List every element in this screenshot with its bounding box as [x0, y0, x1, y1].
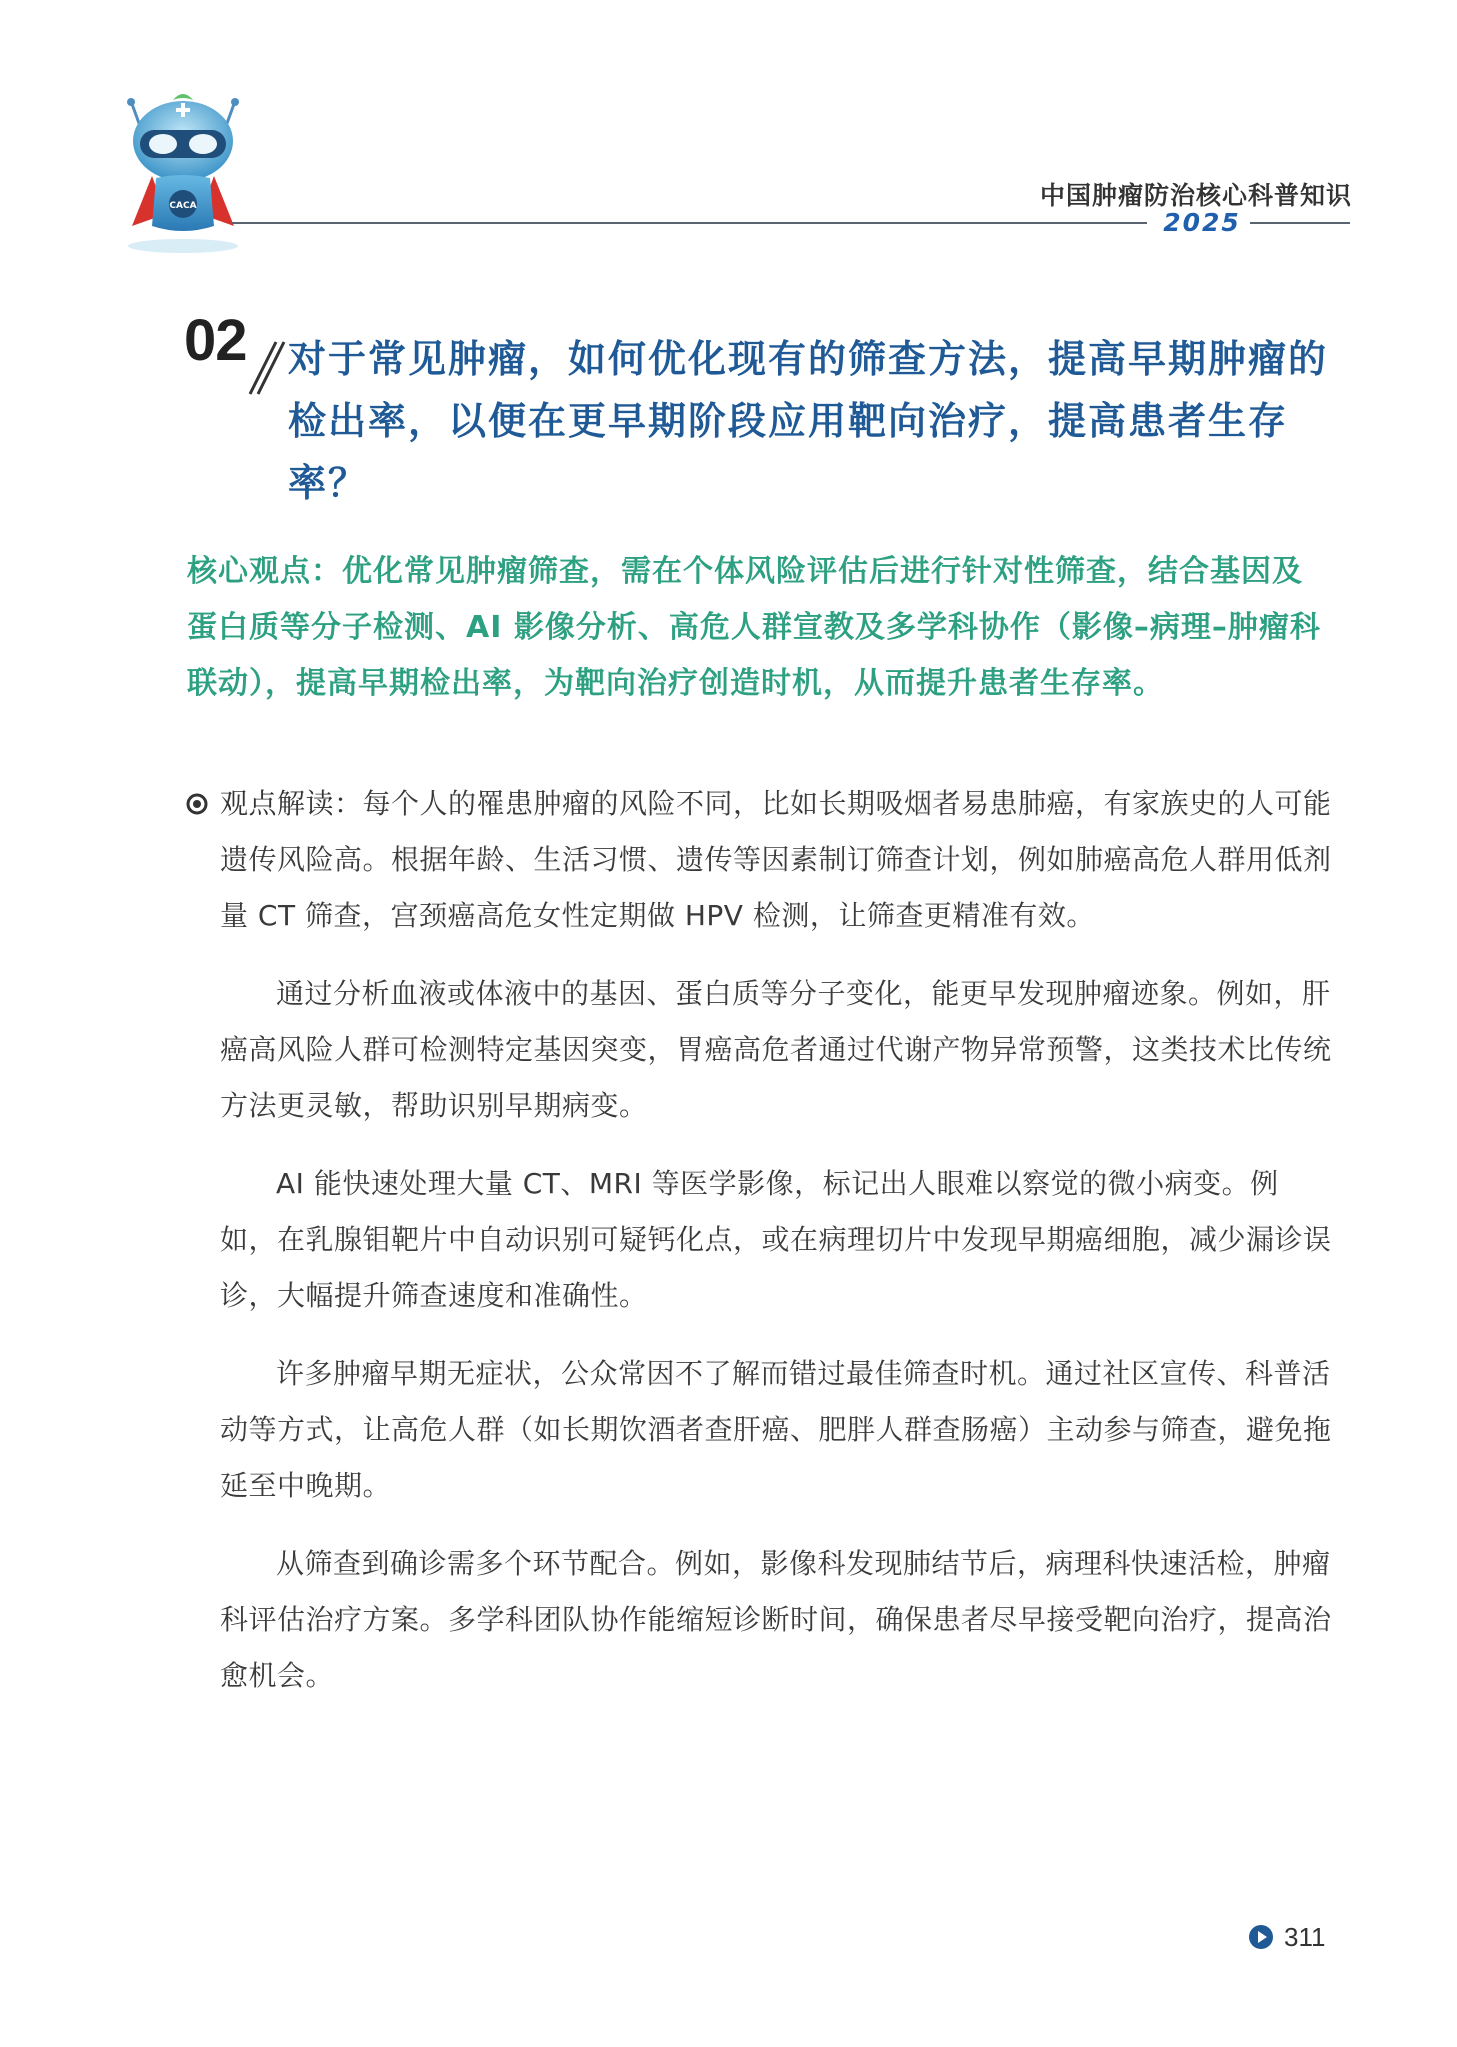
- circle-bullet-icon: [186, 793, 208, 815]
- page-number: 311: [1284, 1921, 1326, 1952]
- robot-mascot-icon: [118, 86, 248, 254]
- core-viewpoint: 核心观点：优化常见肿瘤筛查，需在个体风险评估后进行针对性筛查，结合基因及蛋白质等分子检测、AI 影像分析、高危人群宣教及多学科协作（影像–病理–肿瘤科联动），提高早期检出率，为靶向治疗创造时机，从而提升患者生存率。: [187, 554, 1321, 701]
- book-title: 中国肿瘤防治核心科普知识: [1039, 181, 1352, 210]
- interpretation-paragraph: 通过分析血液或体液中的基因、蛋白质等分子变化，能更早发现肿瘤迹象。例如，肝癌高风险人群可检测特定基因突变，胃癌高危者通过代谢产物异常预警，这类技术比传统方法更灵敏，帮助识别早期病变。: [220, 977, 1332, 1122]
- interpretation-label: 观点解读：: [220, 787, 363, 820]
- play-arrow-icon: [1248, 1924, 1274, 1950]
- question-title: 对于常见肿瘤，如何优化现有的筛查方法，提高早期肿瘤的检出率，以便在更早期阶段应用靶向治疗，提高患者生存率？: [288, 337, 1329, 505]
- mascot-badge-text: CACA: [169, 201, 197, 211]
- header-divider-right: [1250, 222, 1350, 224]
- double-slash-icon: [246, 338, 286, 398]
- question-number: 02: [184, 308, 247, 373]
- interpretation-paragraph: 许多肿瘤早期无症状，公众常因不了解而错过最佳筛查时机。通过社区宣传、科普活动等方式，让高危人群（如长期饮酒者查肝癌、肥胖人群查肠癌）主动参与筛查，避免拖延至中晚期。: [220, 1357, 1332, 1502]
- interpretation-body: [186, 776, 1332, 1726]
- interpretation-paragraph: [186, 776, 1332, 944]
- interpretation-paragraph: 从筛查到确诊需多个环节配合。例如，影像科发现肺结节后，病理科快速活检，肿瘤科评估治疗方案。多学科团队协作能缩短诊断时间，确保患者尽早接受靶向治疗，提高治愈机会。: [220, 1547, 1332, 1692]
- header-divider: [232, 222, 1147, 224]
- paragraph-text: 每个人的罹患肿瘤的风险不同，比如长期吸烟者易患肺癌，有家族史的人可能遗传风险高。根据年龄、生活习惯、遗传等因素制订筛查计划，例如肺癌高危人群用低剂量 CT 筛查，宫颈癌高危女性定期做 HPV 检测，让筛查更精准有效。: [220, 787, 1332, 932]
- interpretation-paragraph: AI 能快速处理大量 CT、MRI 等医学影像，标记出人眼难以察觉的微小病变。例如，在乳腺钼靶片中自动识别可疑钙化点，或在病理切片中发现早期癌细胞，减少漏诊误诊，大幅提升筛查速度和准确性。: [220, 1167, 1332, 1312]
- page-footer: [1248, 1922, 1325, 1952]
- book-year: 2025: [1163, 208, 1241, 237]
